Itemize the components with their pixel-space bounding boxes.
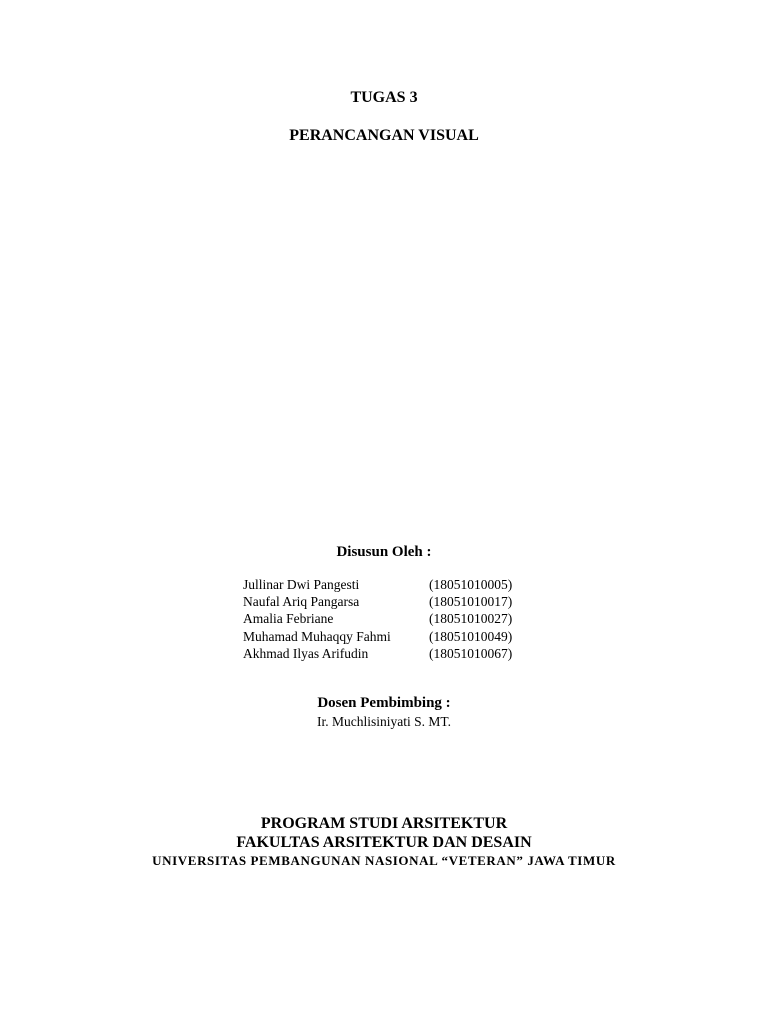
faculty-name: FAKULTAS ARSITEKTUR DAN DESAIN — [236, 834, 532, 851]
advisor-heading: Dosen Pembimbing : — [317, 695, 451, 711]
author-nim: (18051010067) — [429, 645, 513, 661]
authors-heading: Disusun Oleh : — [336, 544, 432, 560]
document-subtitle: PERANCANGAN VISUAL — [289, 127, 479, 144]
author-row — [243, 610, 543, 627]
author-list — [243, 576, 543, 662]
author-name: Amalia Febriane — [243, 611, 334, 627]
author-name: Naufal Ariq Pangarsa — [243, 594, 360, 610]
author-row — [243, 628, 543, 645]
author-nim: (18051010027) — [429, 611, 513, 627]
program-name: PROGRAM STUDI ARSITEKTUR — [260, 815, 508, 832]
document-title: TUGAS 3 — [350, 89, 418, 106]
author-row — [243, 645, 543, 662]
author-name: Jullinar Dwi Pangesti — [243, 577, 360, 592]
author-nim: (18051010005) — [429, 577, 513, 592]
university-name: UNIVERSITAS PEMBANGUNAN NASIONAL “VETERAN” JAWA TIMUR — [152, 853, 616, 868]
author-name: Akhmad Ilyas Arifudin — [243, 645, 369, 661]
advisor-name: Ir. Muchlisiniyati S. MT. — [317, 714, 451, 729]
author-nim: (18051010049) — [429, 628, 513, 644]
author-nim: (18051010017) — [429, 594, 513, 610]
author-name: Muhamad Muhaqqy Fahmi — [243, 628, 391, 644]
author-row — [243, 576, 543, 593]
author-row — [243, 593, 543, 610]
